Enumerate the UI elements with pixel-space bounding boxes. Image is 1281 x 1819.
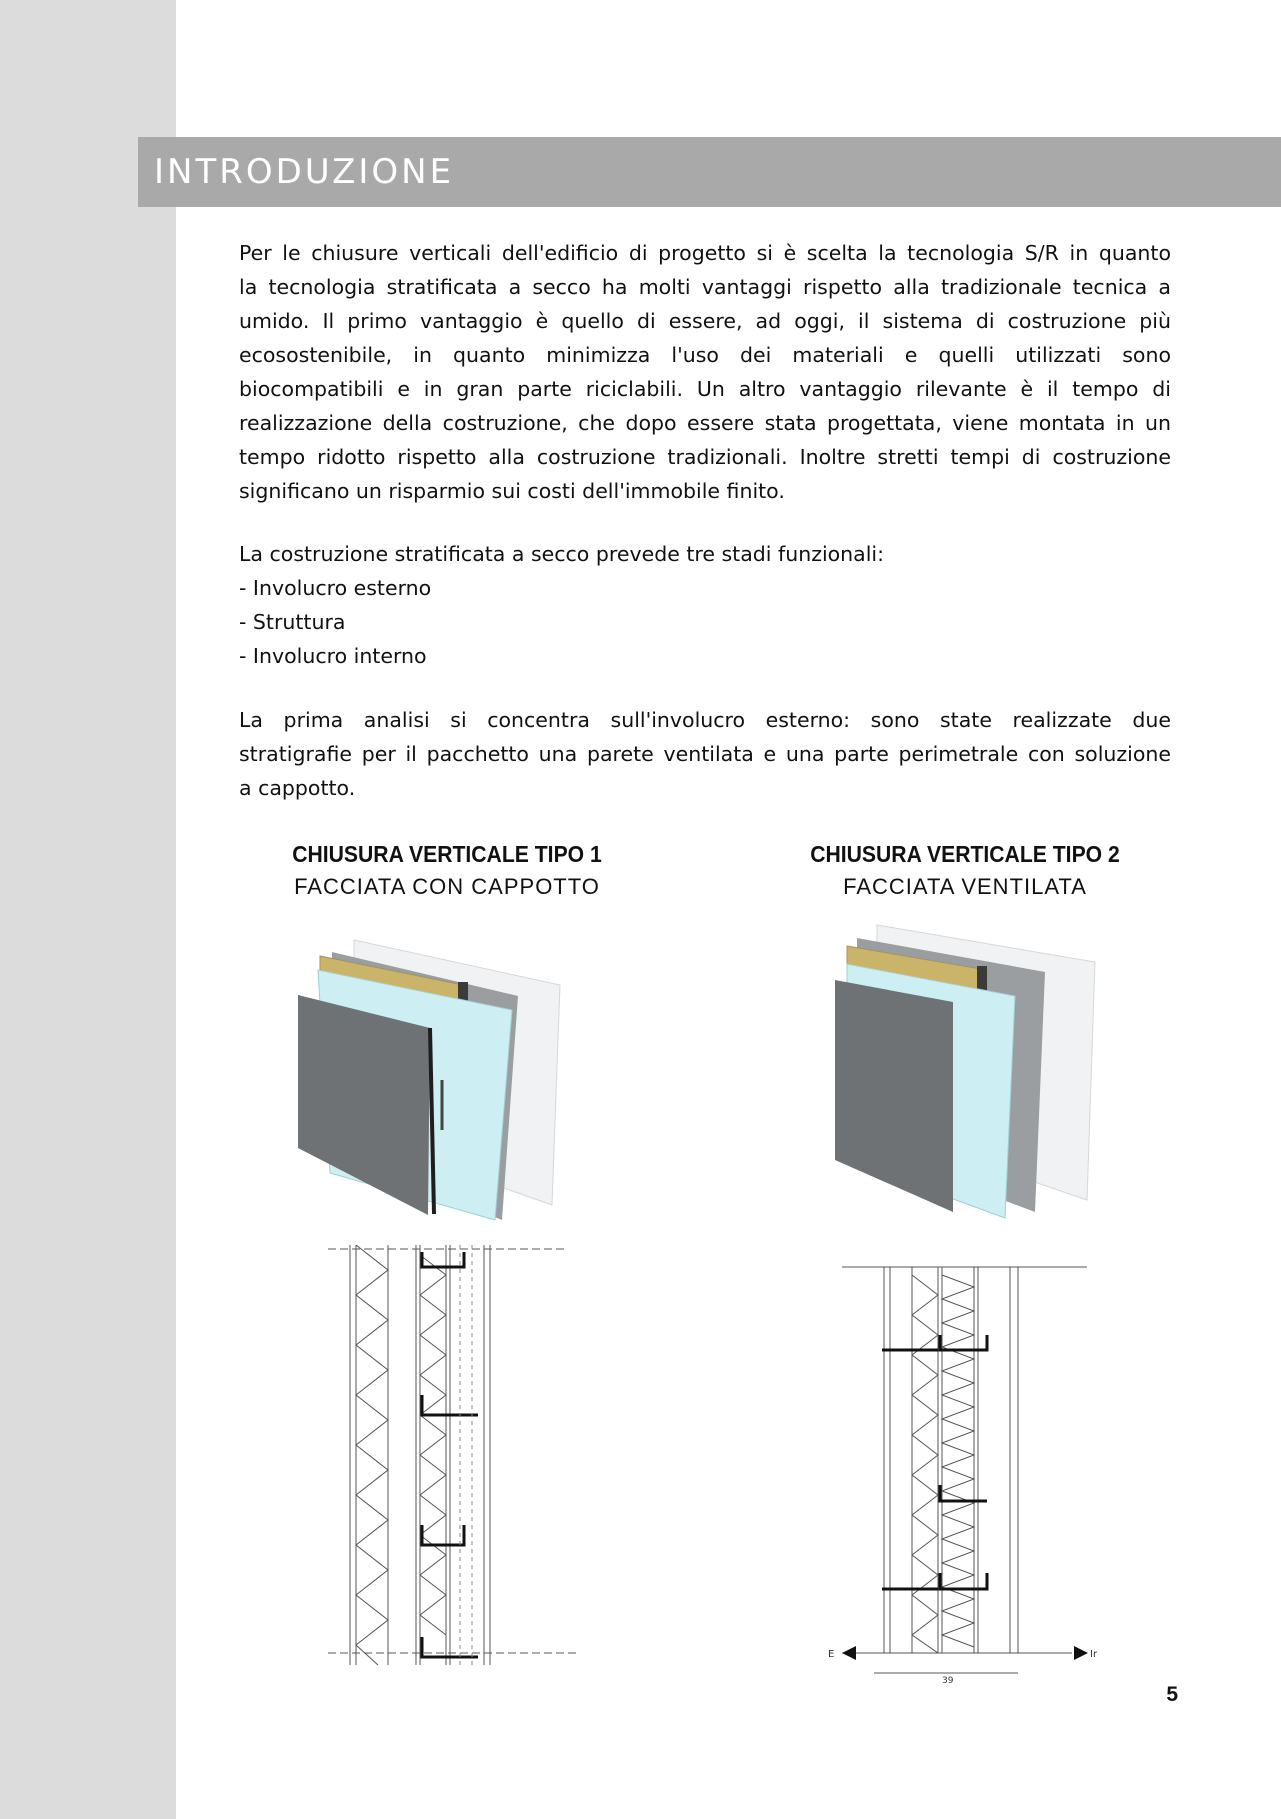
list-item: - Involucro interno — [239, 644, 427, 668]
wall-type-2-render — [835, 920, 1115, 1230]
text-line: stratigrafie per il pacchetto una parete ventilata e una parte perimetrale con soluzione — [239, 742, 1171, 766]
exterior-label: E — [828, 1649, 835, 1660]
stages-list — [239, 537, 1171, 673]
figure-1-caption — [237, 838, 657, 904]
section-title-bar — [138, 137, 1281, 207]
side-band — [0, 0, 176, 1819]
text-line: tempo ridotto rispetto alla costruzione tradizionali. Inoltre stretti tempi di costruzione — [239, 445, 1171, 469]
section-title: INTRODUZIONE — [154, 152, 455, 192]
dimension-label: 39 — [942, 1676, 954, 1686]
cladding-panel — [835, 980, 953, 1212]
exterior-arrow — [842, 1646, 856, 1660]
wall-type-1-section-drawing — [328, 1245, 586, 1665]
intro-paragraph — [239, 236, 1171, 508]
text-line: significano un risparmio sui costi dell'immobile finito. — [239, 479, 785, 503]
cladding-panel — [298, 995, 430, 1215]
text-line: la tecnologia stratificata a secco ha molti vantaggi rispetto alla tradizionale tecnica a — [239, 275, 1171, 299]
interior-arrow — [1074, 1646, 1088, 1660]
wall-type-2-section-drawing — [828, 1255, 1098, 1686]
text-line: biocompatibili e in gran parte riciclabili. Un altro vantaggio rilevante è il tempo di — [239, 377, 1171, 401]
page-number: 5 — [1166, 1683, 1178, 1706]
wall-type-1-render — [290, 930, 570, 1230]
analysis-paragraph — [239, 703, 1171, 805]
list-item: - Involucro esterno — [239, 576, 432, 600]
list-item: - Struttura — [239, 610, 346, 634]
text-line: Per le chiusure verticali dell'edificio di progetto si è scelta la tecnologia S/R in quanto — [239, 241, 1171, 265]
figure-2-subtitle: FACCIATA VENTILATA — [843, 874, 1087, 899]
text-line: a cappotto. — [239, 776, 356, 800]
text-line: ecosostenibile, in quanto minimizza l'uso dei materiali e quelli utilizzati sono — [239, 343, 1171, 367]
interior-label: Ir — [1090, 1649, 1098, 1660]
text-line: La prima analisi si concentra sull'involucro esterno: sono state realizzate due — [239, 708, 1171, 732]
text-line: umido. Il primo vantaggio è quello di essere, ad oggi, il sistema di costruzione più — [239, 309, 1171, 333]
figure-1-subtitle: FACCIATA CON CAPPOTTO — [294, 874, 600, 899]
text-line: realizzazione della costruzione, che dopo essere stata progettata, viene montata in un — [239, 411, 1171, 435]
stages-intro: La costruzione stratificata a secco prevede tre stadi funzionali: — [239, 542, 885, 566]
figure-1-title: CHIUSURA VERTICALE TIPO 1 — [292, 841, 602, 867]
figure-2-title: CHIUSURA VERTICALE TIPO 2 — [810, 841, 1120, 867]
figure-2-caption — [755, 838, 1175, 904]
